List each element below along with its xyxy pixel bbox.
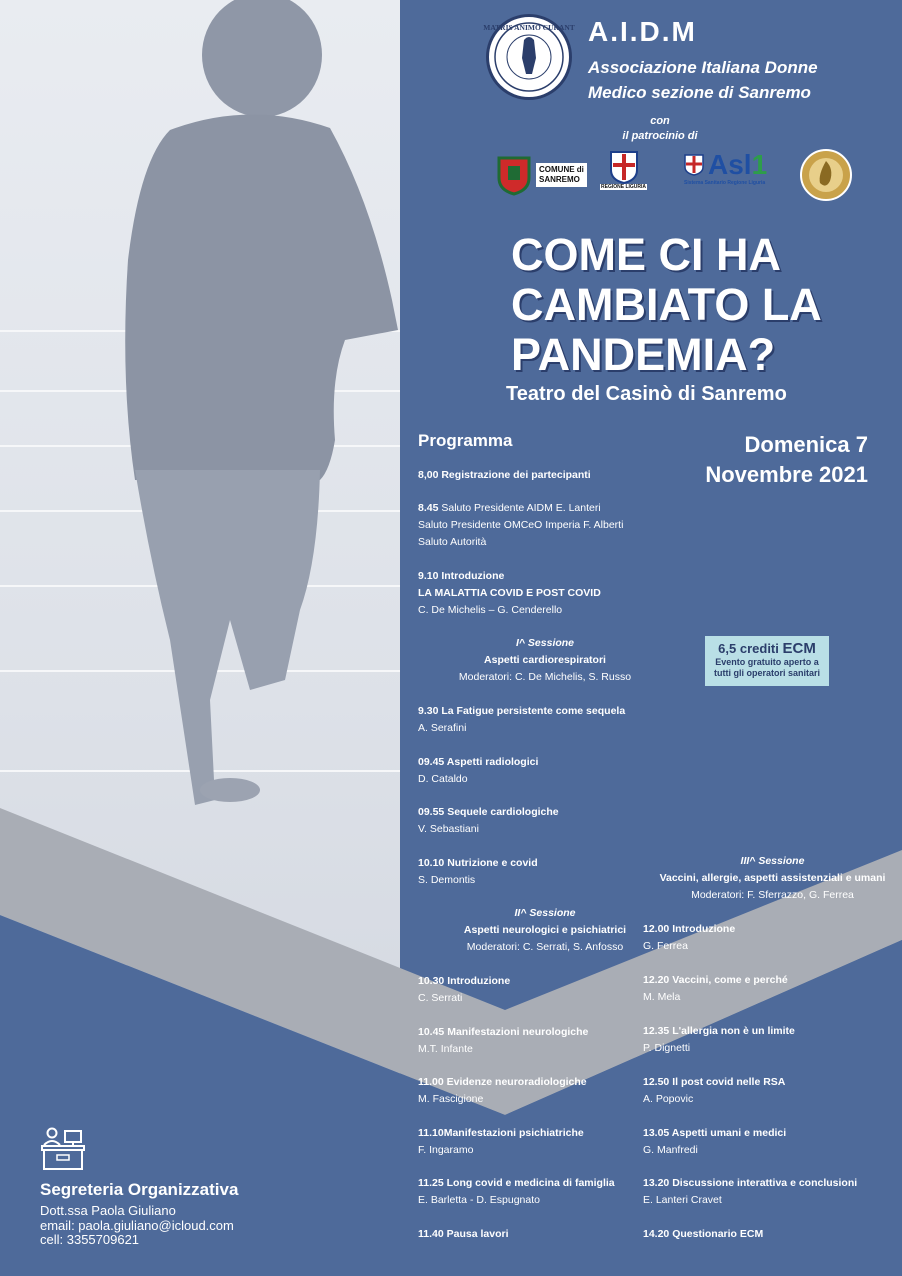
programme-heading: Programma (418, 431, 513, 450)
sponsor-comune-sanremo (496, 150, 587, 200)
omceo-medallion-icon (800, 149, 852, 201)
programme-item-introduction (418, 568, 601, 619)
programme-item-1250 (643, 1074, 785, 1108)
item-title: 12.00 Introduzione (643, 923, 736, 935)
item-title: 11.10Manifestazioni psichiatriche (418, 1127, 584, 1139)
event-title (511, 230, 891, 380)
ecm-label: ECM (782, 640, 816, 657)
org-full-name (588, 55, 868, 105)
session-label: II^ Sessione (514, 907, 576, 919)
ecm-credits-box (705, 636, 829, 686)
item-line: Saluto Presidente AIDM E. Lanteri (438, 502, 601, 514)
item-line: Saluto Presidente OMCeO Imperia F. Alberti (418, 519, 624, 531)
programme-item-1420 (643, 1226, 763, 1243)
item-speakers: A. Serafini (418, 722, 467, 734)
item-title: 12.50 Il post covid nelle RSA (643, 1076, 786, 1088)
session-title: Aspetti cardiorespiratori (484, 654, 606, 666)
session-1-header (440, 635, 650, 686)
asl-sub-label: Sistema Sanitario Regione Liguria (684, 180, 766, 186)
item-title: 13.05 Aspetti umani e medici (643, 1127, 787, 1139)
item-title: 09.45 Aspetti radiologici (418, 756, 539, 768)
item-title: 11.40 Pausa lavori (418, 1228, 509, 1240)
item-speakers: E. Barletta - D. Espugnato (418, 1194, 540, 1206)
office-desk-icon (40, 1127, 86, 1171)
item-speakers: C. Serrati (418, 992, 463, 1004)
item-title: 12.20 Vaccini, come e perché (643, 974, 788, 986)
programme-item-1110 (418, 1125, 584, 1159)
item-title: 09.55 Sequele cardiologiche (418, 806, 559, 818)
item-line: Saluto Autorità (418, 536, 487, 548)
aidm-seal-icon (483, 18, 575, 96)
sponsor-regione-liguria (600, 150, 647, 200)
asl-label: Asl (708, 149, 752, 180)
programme-item-1100 (418, 1074, 587, 1108)
ecm-note-1: Evento gratuito aperto a (715, 657, 819, 667)
programme-item-welcome (418, 500, 623, 551)
item-title: 8,00 Registrazione dei partecipanti (418, 469, 591, 481)
seal-lettering: MATRIS ANIMO CURANT (483, 23, 575, 32)
org-short-name: A.I.D.M (588, 16, 697, 47)
item-time: 8.45 (418, 502, 439, 514)
date-line-1: Domenica 7 (744, 432, 868, 457)
item-title: 14.20 Questionario ECM (643, 1228, 764, 1240)
programme-item-1010 (418, 855, 538, 889)
session-3-header (655, 853, 890, 904)
regione-label: REGIONE LIGURIA (601, 184, 647, 190)
item-title: 10.10 Nutrizione e covid (418, 857, 538, 869)
ecm-note-2: tutti gli operatori sanitari (713, 668, 820, 678)
programme-item-1220 (643, 972, 788, 1006)
con-text: con (650, 115, 670, 127)
item-title: 13.20 Discussione interattiva e conclusioni (643, 1177, 858, 1189)
regione-liguria-shield-icon (609, 150, 639, 184)
patronage-caption (600, 114, 720, 144)
item-speakers: G. Manfredi (643, 1144, 698, 1156)
session-title: Vaccini, allergie, aspetti assistenziali e umani (659, 872, 886, 884)
item-speakers: D. Cataldo (418, 773, 468, 785)
programme-item-1030 (418, 973, 510, 1007)
comune-crest-icon (496, 154, 532, 196)
secretariat-email: email: paola.giuliano@icloud.com (40, 1218, 234, 1233)
programme-item-1200 (643, 921, 735, 955)
session-moderators: Moderatori: F. Sferrazzo, G. Ferrea (691, 889, 854, 901)
programme-item-1305 (643, 1125, 786, 1159)
programme-item-1140 (418, 1226, 508, 1243)
session-moderators: Moderatori: C. Serrati, S. Anfosso (466, 941, 624, 953)
secretariat-name: Dott.ssa Paola Giuliano (40, 1203, 176, 1218)
title-line-3: PANDEMIA? (511, 329, 776, 380)
session-label: III^ Sessione (740, 855, 805, 867)
date-line-2: Novembre 2021 (705, 462, 868, 487)
item-title: 11.00 Evidenze neuroradiologiche (418, 1076, 587, 1088)
programme-item-1235 (643, 1023, 795, 1057)
comune-label-2: SANREMO (539, 175, 580, 184)
title-line-1: COME CI HA (511, 229, 781, 280)
event-date (660, 430, 868, 490)
comune-label-1: COMUNE di (539, 165, 584, 174)
item-speakers: G. Ferrea (643, 940, 688, 952)
item-speakers: M.T. Infante (418, 1043, 473, 1055)
item-speakers: M. Mela (643, 991, 681, 1003)
programme-item-1320 (643, 1175, 857, 1209)
secretariat-title: Segreteria Organizzativa (40, 1180, 239, 1199)
event-venue: Teatro del Casinò di Sanremo (506, 383, 787, 405)
session-moderators: Moderatori: C. De Michelis, S. Russo (458, 671, 632, 683)
item-title: 10.45 Manifestazioni neurologiche (418, 1026, 589, 1038)
programme-item-registration (418, 467, 591, 484)
item-speakers: F. Ingaramo (418, 1144, 474, 1156)
org-full-line2: Medico sezione di Sanremo (588, 83, 811, 102)
asl-shield-icon (684, 154, 704, 176)
session-label: I^ Sessione (515, 637, 575, 649)
programme-item-0945 (418, 754, 538, 788)
programme-item-0955 (418, 804, 559, 838)
item-title: 9.30 La Fatigue persistente come sequela (418, 705, 626, 717)
item-speakers: A. Popovic (643, 1093, 694, 1105)
ecm-credits: 6,5 crediti (718, 641, 783, 656)
secretariat-cell: cell: 3355709621 (40, 1232, 140, 1247)
item-title: 11.25 Long covid e medicina di famiglia (418, 1177, 615, 1189)
sponsor-asl1 (684, 150, 767, 200)
item-speakers: C. De Michelis – G. Cenderello (418, 604, 563, 616)
programme-item-1045 (418, 1024, 588, 1058)
item-speakers: P. Dignetti (643, 1042, 691, 1054)
org-full-line1: Associazione Italiana Donne (588, 58, 818, 77)
programme-item-1125 (418, 1175, 615, 1209)
item-title: 10.30 Introduzione (418, 975, 511, 987)
asl-number: 1 (751, 149, 768, 180)
session-2-header (440, 905, 650, 956)
sponsor-omceo (800, 150, 852, 200)
programme-item-0930 (418, 703, 625, 737)
title-line-2: CAMBIATO LA (511, 279, 822, 330)
item-title: 9.10 Introduzione (418, 570, 505, 582)
item-subtitle: LA MALATTIA COVID E POST COVID (418, 587, 601, 599)
item-title: 12.35 L'allergia non è un limite (643, 1025, 795, 1037)
item-speakers: M. Fascigione (418, 1093, 484, 1105)
session-title: Aspetti neurologici e psichiatrici (463, 924, 627, 936)
patronage-text: il patrocinio di (622, 130, 698, 142)
item-speakers: S. Demontis (418, 874, 476, 886)
aidm-logo (483, 14, 575, 100)
item-speakers: V. Sebastiani (418, 823, 479, 835)
item-speakers: E. Lanteri Cravet (643, 1194, 722, 1206)
